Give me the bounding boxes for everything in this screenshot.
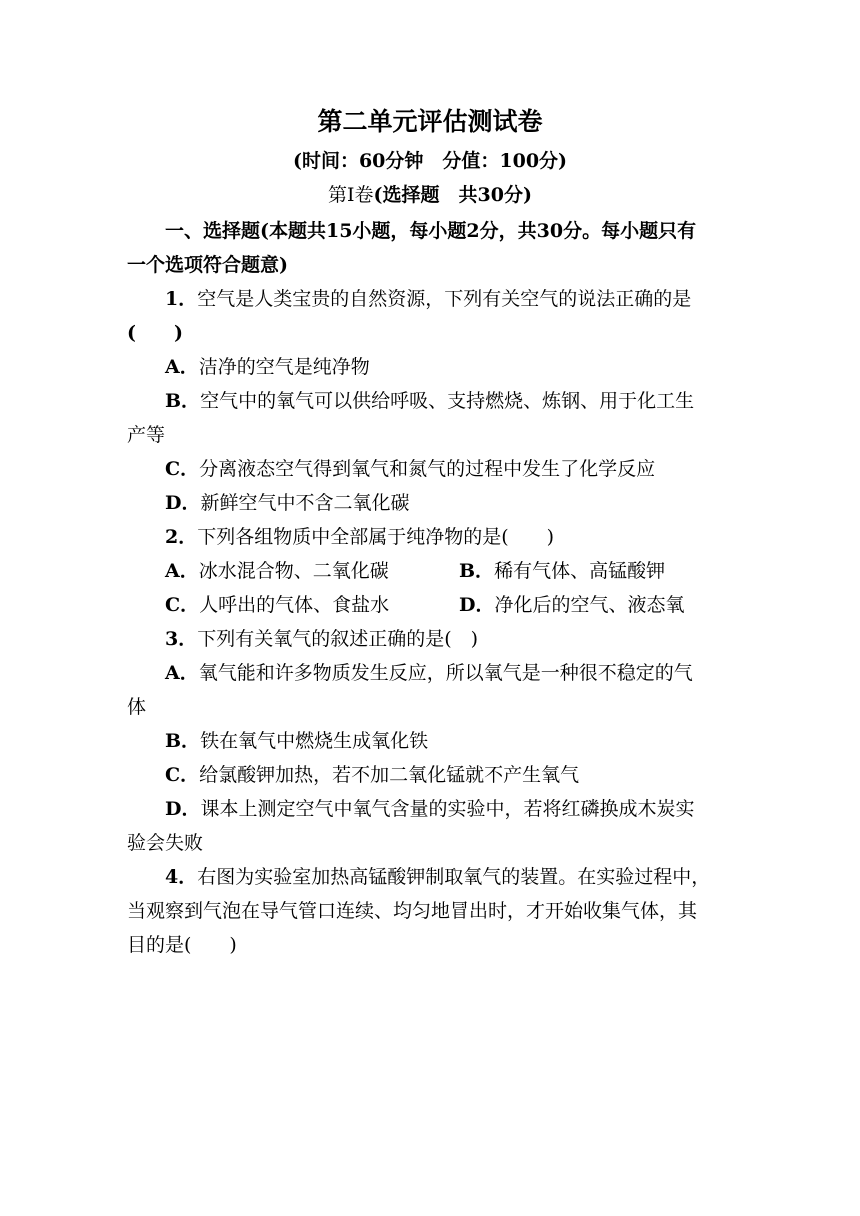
option-text: 给氯酸钾加热，若不加二氧化锰就不产生氧气 bbox=[199, 764, 580, 786]
question-2-option-c bbox=[165, 590, 389, 620]
question-4-stem-continued: 当观察到气泡在导气管口连续、均匀地冒出时，才开始收集气体，其 bbox=[127, 900, 698, 922]
question-4-stem-end: 目的是( ) bbox=[127, 934, 237, 956]
question-1-option-b-continued: 产等 bbox=[127, 424, 166, 446]
option-label: A． bbox=[165, 560, 199, 582]
option-label: B． bbox=[459, 560, 495, 582]
option-text: 稀有气体、高锰酸钾 bbox=[494, 560, 666, 582]
section-instruction-line2: 一个选项符合题意) bbox=[127, 254, 288, 276]
section-instruction-line1: 一、选择题(本题共15小题，每小题2分，共30分。每小题只有 bbox=[165, 220, 697, 242]
question-4-stem bbox=[165, 862, 710, 892]
exam-title: 第二单元评估测试卷 bbox=[317, 107, 543, 136]
question-number: 4． bbox=[165, 866, 198, 888]
option-text: 冰水混合物、二氧化碳 bbox=[198, 560, 389, 582]
question-2-option-a bbox=[165, 556, 389, 586]
option-label: C． bbox=[165, 764, 200, 786]
question-1-option-c bbox=[165, 454, 655, 484]
volume-label: 第Ⅰ卷 bbox=[328, 184, 374, 206]
question-text: 空气是人类宝贵的自然资源，下列有关空气的说法正确的是 bbox=[197, 288, 692, 310]
question-number: 2． bbox=[165, 526, 198, 548]
question-1-stem bbox=[165, 284, 691, 314]
question-2-option-b bbox=[459, 556, 665, 586]
option-label: B． bbox=[165, 730, 201, 752]
question-text: 下列各组物质中全部属于纯净物的是( ) bbox=[197, 526, 555, 548]
question-3-option-d bbox=[165, 794, 695, 824]
option-label: D． bbox=[459, 594, 495, 616]
option-label: D． bbox=[165, 798, 201, 820]
question-3-option-a-continued: 体 bbox=[127, 696, 147, 718]
option-label: B． bbox=[165, 390, 201, 412]
question-1-option-a bbox=[165, 352, 370, 382]
volume-heading bbox=[0, 180, 860, 210]
option-text: 氧气能和许多物质发生反应，所以氧气是一种很不稳定的气 bbox=[198, 662, 693, 684]
option-text: 净化后的空气、液态氧 bbox=[494, 594, 685, 616]
option-text: 分离液态空气得到氧气和氮气的过程中发生了化学反应 bbox=[199, 458, 656, 480]
question-3-option-b bbox=[165, 726, 428, 756]
option-text: 人呼出的气体、食盐水 bbox=[199, 594, 390, 616]
question-text: 右图为实验室加热高锰酸钾制取氧气的装置。在实验过程中， bbox=[197, 866, 711, 888]
question-3-option-c bbox=[165, 760, 579, 790]
question-3-stem bbox=[165, 624, 478, 654]
question-1-answer-blank: ( ) bbox=[127, 322, 183, 344]
option-label: A． bbox=[165, 662, 199, 684]
question-2-stem bbox=[165, 522, 554, 552]
option-text: 课本上测定空气中氧气含量的实验中，若将红磷换成木炭实 bbox=[200, 798, 695, 820]
option-text: 空气中的氧气可以供给呼吸、支持燃烧、炼钢、用于化工生 bbox=[200, 390, 695, 412]
option-label: C． bbox=[165, 458, 200, 480]
question-number: 1． bbox=[165, 288, 198, 310]
option-text: 铁在氧气中燃烧生成氧化铁 bbox=[200, 730, 429, 752]
exam-time-and-score: (时间：60分钟 分值：100分) bbox=[292, 150, 568, 172]
option-text: 洁净的空气是纯净物 bbox=[198, 356, 370, 378]
volume-description: (选择题 共30分) bbox=[373, 184, 532, 206]
question-2-option-d bbox=[459, 590, 685, 620]
option-text: 新鲜空气中不含二氧化碳 bbox=[200, 492, 410, 514]
option-label: A． bbox=[165, 356, 199, 378]
option-label: D． bbox=[165, 492, 201, 514]
option-label: C． bbox=[165, 594, 200, 616]
question-1-option-d bbox=[165, 488, 410, 518]
question-3-option-d-continued: 验会失败 bbox=[127, 832, 204, 854]
question-1-option-b bbox=[165, 386, 694, 416]
question-text: 下列有关氧气的叙述正确的是( ) bbox=[197, 628, 479, 650]
question-3-option-a bbox=[165, 658, 693, 688]
question-number: 3． bbox=[165, 628, 198, 650]
